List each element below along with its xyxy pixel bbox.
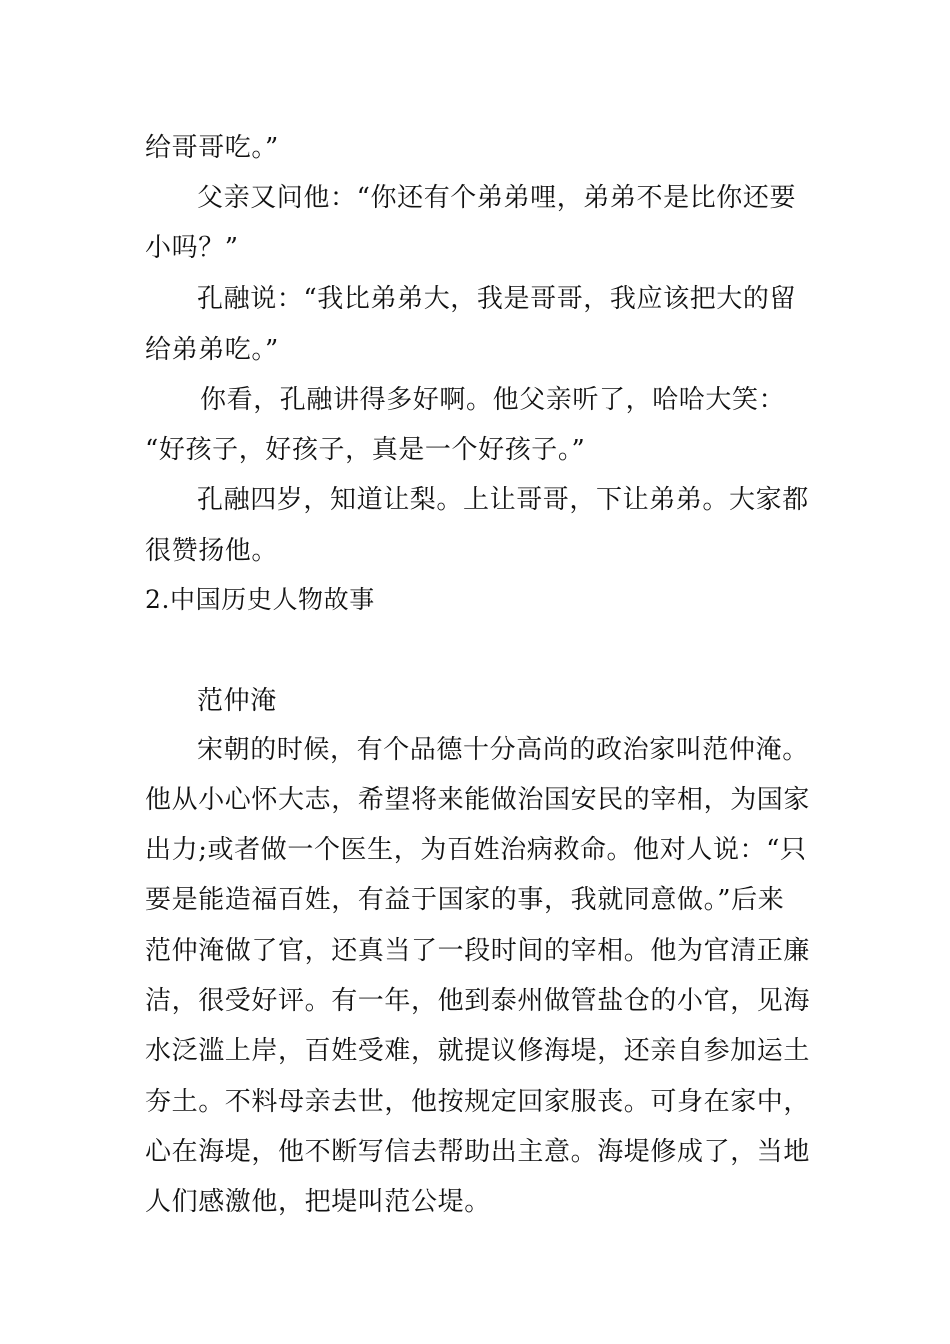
text-line-3: 小吗？”: [145, 233, 239, 263]
text-line-5: 给弟弟吃。”: [145, 335, 279, 365]
text-line-13: 他从小心怀大志，希望将来能做治国安民的宰相，为国家: [145, 785, 811, 815]
text-line-19: 夯土。不料母亲去世，他按规定回家服丧。可身在家中，: [145, 1087, 811, 1117]
text-line-21: 人们感激他，把堤叫范公堤。: [145, 1187, 491, 1217]
text-line-1: 给哥哥吃。”: [145, 133, 279, 163]
text-line-9: 很赞扬他。: [145, 536, 279, 566]
text-line-12: 宋朝的时候，有个品德十分高尚的政治家叫范仲淹。: [197, 735, 809, 765]
section-heading: 2.中国历史人物故事: [145, 585, 375, 614]
text-line-6: 你看，孔融讲得多好啊。他父亲听了，哈哈大笑：: [200, 385, 786, 415]
text-line-18: 水泛滥上岸，百姓受难，就提议修海堤，还亲自参加运土: [145, 1036, 811, 1066]
text-line-2: 父亲又问他：“你还有个弟弟哩，弟弟不是比你还要: [197, 183, 797, 213]
text-line-16: 范仲淹做了官，还真当了一段时间的宰相。他为官清正廉: [145, 936, 811, 966]
story-title: 范仲淹: [197, 686, 277, 716]
text-line-7: “好孩子，好孩子，真是一个好孩子。”: [145, 435, 586, 465]
text-line-17: 洁，很受好评。有一年，他到泰州做管盐仓的小官，见海: [145, 986, 811, 1016]
text-line-4: 孔融说：“我比弟弟大，我是哥哥，我应该把大的留: [197, 284, 797, 314]
text-line-8: 孔融四岁，知道让梨。上让哥哥，下让弟弟。大家都: [197, 485, 809, 515]
text-line-15: 要是能造福百姓，有益于国家的事，我就同意做。”后来: [145, 885, 785, 915]
text-line-20: 心在海堤，他不断写信去帮助出主意。海堤修成了，当地: [145, 1137, 811, 1167]
text-line-14: 出力;或者做一个医生，为百姓治病救命。他对人说：“只: [145, 835, 807, 865]
